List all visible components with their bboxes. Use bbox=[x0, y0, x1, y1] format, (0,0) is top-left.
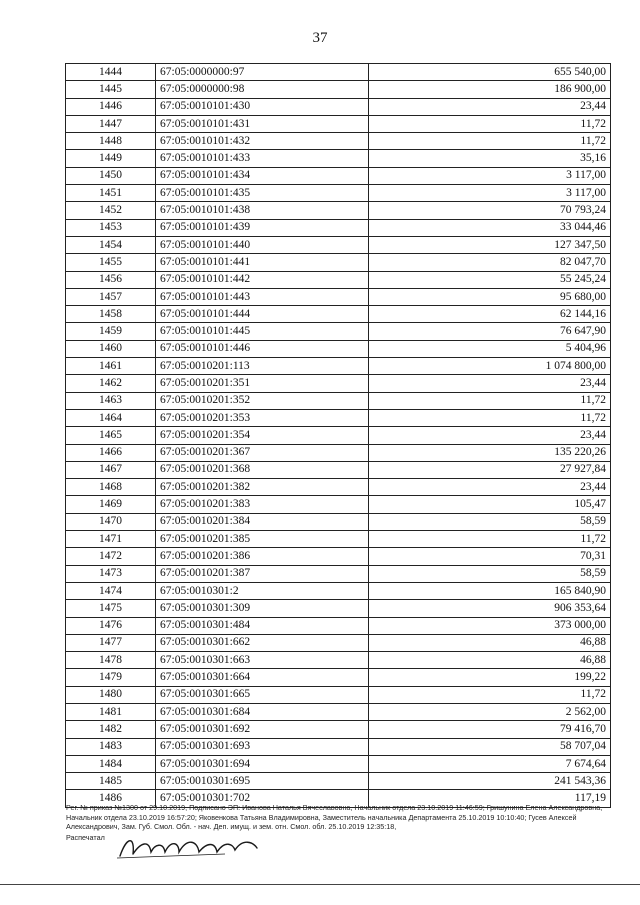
cadastral-number: 67:05:0010201:113 bbox=[156, 358, 369, 375]
row-number: 1453 bbox=[66, 219, 156, 236]
cadastral-number: 67:05:0010101:439 bbox=[156, 219, 369, 236]
row-number: 1471 bbox=[66, 531, 156, 548]
row-number: 1465 bbox=[66, 427, 156, 444]
row-number: 1485 bbox=[66, 773, 156, 790]
cadastral-value: 58,59 bbox=[369, 513, 611, 530]
cadastral-value: 95 680,00 bbox=[369, 288, 611, 305]
cadastral-number: 67:05:0010301:665 bbox=[156, 686, 369, 703]
table-row bbox=[66, 271, 611, 288]
row-number: 1472 bbox=[66, 548, 156, 565]
cadastral-value: 906 353,64 bbox=[369, 600, 611, 617]
table-row bbox=[66, 115, 611, 132]
cadastral-number: 67:05:0010201:352 bbox=[156, 392, 369, 409]
cadastral-number: 67:05:0010301:684 bbox=[156, 703, 369, 720]
cadastral-value: 27 927,84 bbox=[369, 461, 611, 478]
cadastral-number: 67:05:0010201:351 bbox=[156, 375, 369, 392]
row-number: 1473 bbox=[66, 565, 156, 582]
row-number: 1452 bbox=[66, 202, 156, 219]
cadastral-value: 199,22 bbox=[369, 669, 611, 686]
row-number: 1483 bbox=[66, 738, 156, 755]
row-number: 1466 bbox=[66, 444, 156, 461]
table-row bbox=[66, 358, 611, 375]
cadastral-value: 105,47 bbox=[369, 496, 611, 513]
table-row bbox=[66, 323, 611, 340]
cadastral-value: 82 047,70 bbox=[369, 254, 611, 271]
table-row bbox=[66, 548, 611, 565]
cadastral-number: 67:05:0010301:662 bbox=[156, 634, 369, 651]
cadastral-value: 5 404,96 bbox=[369, 340, 611, 357]
printed-by-label: Распечатал bbox=[66, 832, 105, 842]
row-number: 1474 bbox=[66, 582, 156, 599]
row-number: 1476 bbox=[66, 617, 156, 634]
cadastral-number: 67:05:0010101:438 bbox=[156, 202, 369, 219]
cadastral-value: 117,19 bbox=[369, 790, 611, 807]
row-number: 1448 bbox=[66, 133, 156, 150]
table-row bbox=[66, 461, 611, 478]
table-row bbox=[66, 686, 611, 703]
cadastral-value: 135 220,26 bbox=[369, 444, 611, 461]
cadastral-number: 67:05:0010301:702 bbox=[156, 790, 369, 807]
table-row bbox=[66, 167, 611, 184]
cadastral-number: 67:05:0010101:443 bbox=[156, 288, 369, 305]
row-number: 1458 bbox=[66, 306, 156, 323]
cadastral-value: 11,72 bbox=[369, 133, 611, 150]
cadastral-number: 67:05:0010301:695 bbox=[156, 773, 369, 790]
table-row bbox=[66, 427, 611, 444]
table-row bbox=[66, 444, 611, 461]
cadastral-number: 67:05:0010201:384 bbox=[156, 513, 369, 530]
table-row bbox=[66, 64, 611, 81]
row-number: 1468 bbox=[66, 479, 156, 496]
table-row bbox=[66, 582, 611, 599]
cadastral-value: 655 540,00 bbox=[369, 64, 611, 81]
cadastral-value: 241 543,36 bbox=[369, 773, 611, 790]
row-number: 1486 bbox=[66, 790, 156, 807]
cadastral-value: 3 117,00 bbox=[369, 185, 611, 202]
cadastral-value: 373 000,00 bbox=[369, 617, 611, 634]
row-number: 1482 bbox=[66, 721, 156, 738]
cadastral-number: 67:05:0010201:387 bbox=[156, 565, 369, 582]
row-number: 1456 bbox=[66, 271, 156, 288]
row-number: 1467 bbox=[66, 461, 156, 478]
row-number: 1455 bbox=[66, 254, 156, 271]
cadastral-value: 165 840,90 bbox=[369, 582, 611, 599]
cadastral-number: 67:05:0010201:385 bbox=[156, 531, 369, 548]
cadastral-value: 11,72 bbox=[369, 686, 611, 703]
row-number: 1481 bbox=[66, 703, 156, 720]
table-row bbox=[66, 496, 611, 513]
table-row bbox=[66, 202, 611, 219]
cadastral-value: 23,44 bbox=[369, 375, 611, 392]
cadastral-value: 23,44 bbox=[369, 98, 611, 115]
cadastral-value: 3 117,00 bbox=[369, 167, 611, 184]
cadastral-value: 33 044,46 bbox=[369, 219, 611, 236]
cadastral-number: 67:05:0010101:432 bbox=[156, 133, 369, 150]
row-number: 1469 bbox=[66, 496, 156, 513]
row-number: 1457 bbox=[66, 288, 156, 305]
cadastral-value: 11,72 bbox=[369, 409, 611, 426]
cadastral-number: 67:05:0010101:445 bbox=[156, 323, 369, 340]
cadastral-number: 67:05:0010101:434 bbox=[156, 167, 369, 184]
row-number: 1444 bbox=[66, 64, 156, 81]
table-row bbox=[66, 133, 611, 150]
cadastral-value: 70,31 bbox=[369, 548, 611, 565]
cadastral-value: 7 674,64 bbox=[369, 755, 611, 772]
table-row bbox=[66, 617, 611, 634]
row-number: 1478 bbox=[66, 652, 156, 669]
cadastral-value: 127 347,50 bbox=[369, 236, 611, 253]
cadastral-number: 67:05:0010301:309 bbox=[156, 600, 369, 617]
cadastral-number: 67:05:0010101:431 bbox=[156, 115, 369, 132]
cadastral-table bbox=[65, 63, 611, 808]
cadastral-number: 67:05:0010301:664 bbox=[156, 669, 369, 686]
cadastral-number: 67:05:0010301:692 bbox=[156, 721, 369, 738]
row-number: 1475 bbox=[66, 600, 156, 617]
table-row bbox=[66, 81, 611, 98]
cadastral-value: 76 647,90 bbox=[369, 323, 611, 340]
table-body bbox=[66, 64, 611, 808]
table-row bbox=[66, 755, 611, 772]
cadastral-value: 62 144,16 bbox=[369, 306, 611, 323]
row-number: 1470 bbox=[66, 513, 156, 530]
table-row bbox=[66, 236, 611, 253]
cadastral-number: 67:05:0010101:446 bbox=[156, 340, 369, 357]
row-number: 1480 bbox=[66, 686, 156, 703]
row-number: 1451 bbox=[66, 185, 156, 202]
row-number: 1461 bbox=[66, 358, 156, 375]
cadastral-number: 67:05:0010301:694 bbox=[156, 755, 369, 772]
cadastral-number: 67:05:0000000:98 bbox=[156, 81, 369, 98]
table-row bbox=[66, 306, 611, 323]
cadastral-number: 67:05:0010201:386 bbox=[156, 548, 369, 565]
table-row bbox=[66, 392, 611, 409]
cadastral-number: 67:05:0000000:97 bbox=[156, 64, 369, 81]
row-number: 1479 bbox=[66, 669, 156, 686]
cadastral-value: 23,44 bbox=[369, 479, 611, 496]
page-number: 37 bbox=[312, 30, 328, 46]
row-number: 1462 bbox=[66, 375, 156, 392]
cadastral-value: 58 707,04 bbox=[369, 738, 611, 755]
table-row bbox=[66, 288, 611, 305]
table-row bbox=[66, 669, 611, 686]
registration-note: Рег. № приказ №1300 от 29.10.2019, Подписано ЭП: Иванова Наталья Вячеславовна, Начальник отдела 23.10.2019 11:46:59; Гришунина Елена Александровна, Начальник отдела 23.10.2019 16:57:20; Яковенкова Татьяна Владимировна, Заместитель начальника Департамента 25.10.2019 10:10:40; Гусев Алексей Александрович, Зам. Губ. Смол. Обл. - нач. Деп. имущ. и зем. отн. Смол. обл. 25.10.2019 12:35:18, bbox=[66, 803, 603, 831]
table-row bbox=[66, 721, 611, 738]
row-number: 1447 bbox=[66, 115, 156, 132]
cadastral-number: 67:05:0010201:382 bbox=[156, 479, 369, 496]
cadastral-value: 186 900,00 bbox=[369, 81, 611, 98]
table-row bbox=[66, 773, 611, 790]
table-row bbox=[66, 340, 611, 357]
table-row bbox=[66, 375, 611, 392]
table-row bbox=[66, 219, 611, 236]
table-row bbox=[66, 531, 611, 548]
table-row bbox=[66, 565, 611, 582]
cadastral-value: 2 562,00 bbox=[369, 703, 611, 720]
cadastral-number: 67:05:0010301:484 bbox=[156, 617, 369, 634]
table-row bbox=[66, 185, 611, 202]
row-number: 1450 bbox=[66, 167, 156, 184]
handwritten-signature bbox=[115, 832, 265, 862]
table-row bbox=[66, 652, 611, 669]
table-row bbox=[66, 513, 611, 530]
cadastral-value: 58,59 bbox=[369, 565, 611, 582]
cadastral-number: 67:05:0010101:444 bbox=[156, 306, 369, 323]
row-number: 1464 bbox=[66, 409, 156, 426]
cadastral-number: 67:05:0010101:441 bbox=[156, 254, 369, 271]
cadastral-number: 67:05:0010101:433 bbox=[156, 150, 369, 167]
row-number: 1446 bbox=[66, 98, 156, 115]
row-number: 1460 bbox=[66, 340, 156, 357]
table-row bbox=[66, 98, 611, 115]
cadastral-value: 46,88 bbox=[369, 634, 611, 651]
cadastral-number: 67:05:0010301:2 bbox=[156, 582, 369, 599]
cadastral-value: 70 793,24 bbox=[369, 202, 611, 219]
row-number: 1445 bbox=[66, 81, 156, 98]
cadastral-number: 67:05:0010101:435 bbox=[156, 185, 369, 202]
row-number: 1454 bbox=[66, 236, 156, 253]
cadastral-number: 67:05:0010201:367 bbox=[156, 444, 369, 461]
table-row bbox=[66, 703, 611, 720]
cadastral-value: 11,72 bbox=[369, 531, 611, 548]
cadastral-value: 11,72 bbox=[369, 115, 611, 132]
cadastral-value: 46,88 bbox=[369, 652, 611, 669]
table-row bbox=[66, 738, 611, 755]
table-row bbox=[66, 409, 611, 426]
table-row bbox=[66, 150, 611, 167]
cadastral-number: 67:05:0010301:693 bbox=[156, 738, 369, 755]
table-row bbox=[66, 600, 611, 617]
cadastral-number: 67:05:0010101:430 bbox=[156, 98, 369, 115]
cadastral-value: 79 416,70 bbox=[369, 721, 611, 738]
table-row bbox=[66, 254, 611, 271]
table-row bbox=[66, 634, 611, 651]
cadastral-number: 67:05:0010101:440 bbox=[156, 236, 369, 253]
cadastral-value: 35,16 bbox=[369, 150, 611, 167]
cadastral-number: 67:05:0010201:353 bbox=[156, 409, 369, 426]
row-number: 1477 bbox=[66, 634, 156, 651]
cadastral-number: 67:05:0010201:368 bbox=[156, 461, 369, 478]
row-number: 1459 bbox=[66, 323, 156, 340]
cadastral-value: 55 245,24 bbox=[369, 271, 611, 288]
bottom-rule bbox=[0, 884, 640, 885]
row-number: 1463 bbox=[66, 392, 156, 409]
row-number: 1449 bbox=[66, 150, 156, 167]
row-number: 1484 bbox=[66, 755, 156, 772]
cadastral-value: 23,44 bbox=[369, 427, 611, 444]
cadastral-number: 67:05:0010301:663 bbox=[156, 652, 369, 669]
cadastral-number: 67:05:0010201:383 bbox=[156, 496, 369, 513]
cadastral-number: 67:05:0010201:354 bbox=[156, 427, 369, 444]
cadastral-value: 1 074 800,00 bbox=[369, 358, 611, 375]
cadastral-value: 11,72 bbox=[369, 392, 611, 409]
table-row bbox=[66, 479, 611, 496]
cadastral-number: 67:05:0010101:442 bbox=[156, 271, 369, 288]
